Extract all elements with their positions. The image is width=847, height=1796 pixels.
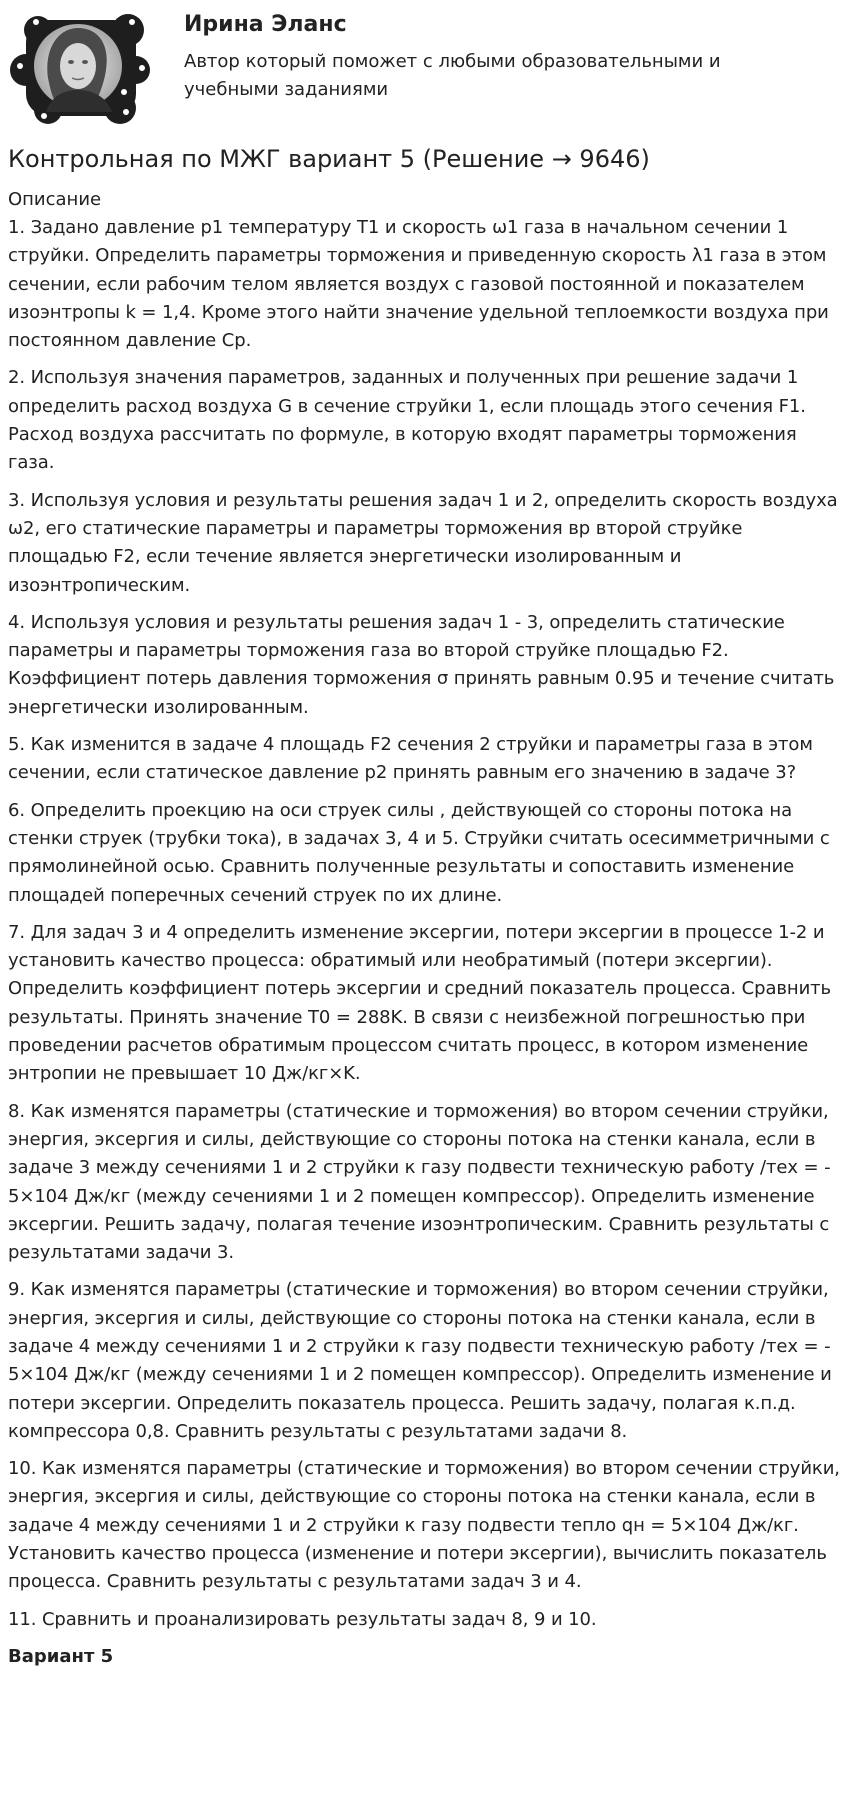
task-2: 2. Используя значения параметров, заданных и полученных при решение задачи 1 определить расход воздуха G в сечение струйки 1, если площадь этого сечения F1. Расход воздуха рассчитать по формуле, в которую входят параметры торможения газа.: [8, 367, 806, 474]
variant-heading: Вариант 5: [8, 1645, 114, 1667]
task-4: 4. Используя условия и результаты решения задач 1 - 3, определить статические параметры и параметры торможения газа во второй струйке площадью F2. Коэффициент потерь давления торможения σ принять равным 0.95 и течение считать энергетически изолированным.: [8, 611, 835, 718]
task-3: 3. Используя условия и результаты решения задач 1 и 2, определить скорость воздуха ω2, его статические параметры и параметры торможения вр второй струйке площадью F2, если течение является энергетически изолированным и изоэнтропическим.: [8, 489, 838, 596]
task-8: 8. Как изменятся параметры (статические и торможения) во втором сечении струйки, энергия, эксергия и силы, действующие со стороны потока на стенки канала, если в задаче 3 между сечениями 1 и 2 струйки к газу подвести техническую работу /тех = - 5×104 Дж/кг (между сечениями 1 и 2 помещен компрессор). Определить изменение эксергии. Решить задачу, полагая течение изоэнтропическим. Сравнить результаты с результатами задачи 3.: [8, 1100, 831, 1264]
description-label: Описание: [8, 189, 102, 210]
task-6: 6. Определить проекцию на оси струек силы , действующей со стороны потока на стенки струек (трубки тока), в задачах 3, 4 и 5. Струйки считать осесимметричными с прямолинейной осью. Сравнить полученные результаты и сопоставить изменение площадей поперечных сечений струек по их длине.: [8, 799, 830, 906]
task-9: 9. Как изменятся параметры (статические и торможения) во втором сечении струйки, энергия, эксергия и силы, действующие со стороны потока на стенки канала, если в задаче 4 между сечениями 1 и 2 струйки к газу подвести техническую работу /тех = - 5×104 Дж/кг (между сечениями 1 и 2 помещен компрессор). Определить изменение и потери эксергии. Определить показатель процесса. Решить задачу, полагая к.п.д. компрессора 0,8. Сравнить результаты с результатами задачи 8.: [8, 1279, 832, 1442]
task-11: 11. Сравнить и проанализировать результаты задач 8, 9 и 10.: [8, 1608, 597, 1630]
author-name[interactable]: Ирина Эланс: [184, 12, 347, 37]
author-description: Автор который поможет с любыми образовательными и учебными заданиями: [184, 51, 721, 100]
task-10: 10. Как изменятся параметры (статические и торможения) во втором сечении струйки, энергия, эксергия и силы, действующие со стороны потока на стенки канала, если в задаче 4 между сечениями 1 и 2 струйки к газу подвести тепло qн = 5×104 Дж/кг. Установить качество процесса (изменение и потери эксергии), вычислить показатель процесса. Сравнить результаты с результатами задач 3 и 4.: [8, 1458, 840, 1593]
document-body: [8, 186, 846, 1671]
task-7: 7. Для задач 3 и 4 определить изменение эксергии, потери эксергии в процессе 1-2 и установить качество процесса: обратимый или необратимый (потери эксергии). Определить коэффициент потерь эксергии и средний показатель процесса. Сравнить результаты. Принять значение T0 = 288K. В связи с неизбежной погрешностью при проведении расчетов обратимым процессом считать процесс, в котором изменение энтропии не превышает 10 Дж/кг×K.: [8, 921, 832, 1085]
author-avatar[interactable]: [8, 8, 150, 126]
task-5: 5. Как изменится в задаче 4 площадь F2 сечения 2 струйки и параметры газа в этом сечении, если статическое давление p2 принять равным его значению в задаче 3?: [8, 734, 813, 784]
page-title: Контрольная по МЖГ вариант 5 (Решение → 9646): [8, 145, 650, 173]
author-header: [0, 0, 847, 140]
task-1: 1. Задано давление p1 температуру T1 и скорость ω1 газа в начальном сечении 1 струйки. Определить параметры торможения и приведенную скорость λ1 газа в этом сечении, если рабочим телом является воздух с газовой постоянной и показателем изоэнтропы k = 1,4. Кроме этого найти значение удельной теплоемкости воздуха при постоянном давление Cp.: [8, 217, 829, 352]
